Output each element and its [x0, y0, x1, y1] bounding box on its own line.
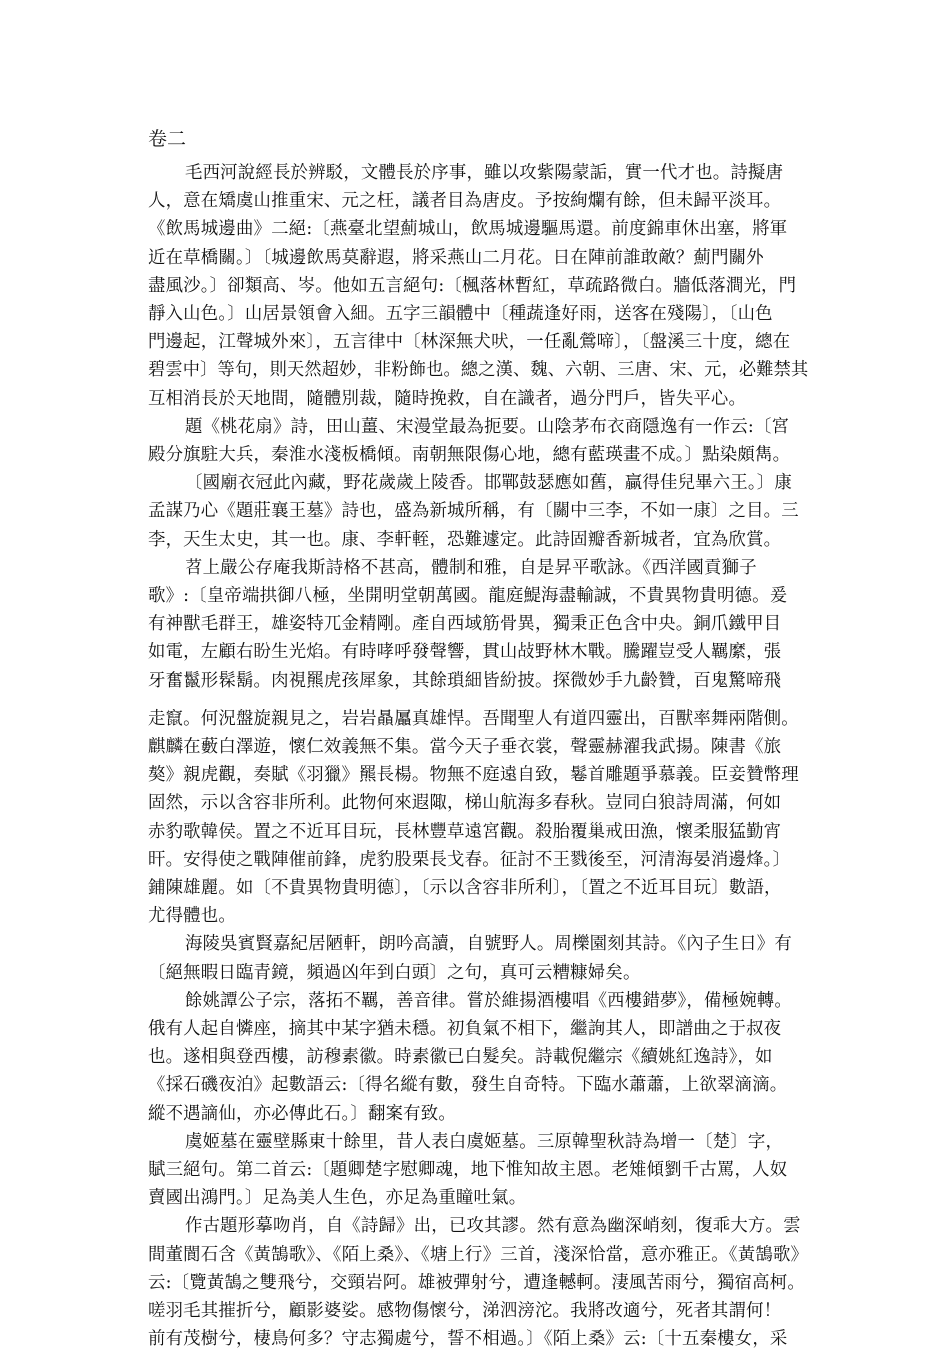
text-line: 孟謀乃心《題莊襄王墓》詩也，盛為新城所稱，有〔關中三李，不如一康〕之目。三: [148, 501, 799, 521]
text-line: 獒》親虎觀，奏賦《羽獵》羆長楊。物無不庭遠自致，鬈首雕題爭慕義。臣妾贊幣理: [148, 765, 799, 785]
text-line: 嗟羽毛其摧折兮，顧影婆娑。感物傷懷兮，涕泗滂沱。我將改適兮，死者其謂何！: [148, 1301, 782, 1321]
text-line: 〔國廟衣冠此內藏，野花歲歲上陵香。邯鄲鼓瑟應如舊，贏得佳兒畢六王。〕康: [185, 473, 792, 493]
text-line: 旰。安得使之戰陣催前鋒，虎豹股栗長戈春。征討不王戮後至，河清海晏消邊烽。〕: [148, 850, 791, 870]
chapter-heading: 卷二: [148, 128, 187, 150]
text-line: 毛西河說經長於辨駁，文體長於序事，雖以攻紫陽蒙詬，實一代才也。詩擬唐: [185, 163, 784, 183]
text-line: 縱不遇謫仙，亦必傳此石。〕翻案有致。: [148, 1104, 456, 1124]
text-line: 《飲馬城邊曲》二絕:〔燕臺北望薊城山，飲馬城邊驅馬還。前度錦車休出塞，將軍: [148, 219, 788, 239]
text-line: 苕上嚴公存庵我斯詩格不甚高，體制和雅，自是昇平歌詠。《西洋國貢獅子: [185, 558, 757, 578]
text-line: 也。遂相與登西樓，訪穆素徽。時素徽已白髮矣。詩載倪繼宗《續姚紅逸詩》，如: [148, 1047, 773, 1067]
text-line: 鋪陳雄麗。如〔不貴異物貴明德〕，〔示以含容非所利〕，〔置之不近耳目玩〕數語，: [148, 878, 782, 898]
text-line: 歌》:〔皇帝端拱御八極，坐開明堂朝萬國。龍庭鯷海盡輸誠，不貴異物貴明德。爰: [148, 586, 788, 606]
text-line: 李，天生太史，其一也。康、李軒輊，恐難遽定。此詩固瓣香新城者，宜為欣賞。: [148, 530, 782, 550]
text-line: 赤豹歌韓侯。置之不近耳目玩，長林豐草遠宮觀。殺胎覆巢戒田漁，懷柔服猛勤宵: [148, 822, 782, 842]
text-line: 間董閬石含《黃鵠歌》、《陌上桑》、《塘上行》三首，淺深恰當，意亦雅正。《黃鵠歌》: [148, 1245, 809, 1265]
text-line: 〔絕無暇日臨青鏡，頻過凶年到白頭〕之句，真可云糟糠婦矣。: [148, 963, 641, 983]
text-line: 云:〔覽黃鵠之雙飛兮，交頸岩阿。雄被彈射兮，遭逢轗軻。淒風苦雨兮，獨宿高柯。: [148, 1273, 805, 1293]
text-line: 碧雲中〕等句，則天然超妙，非粉飾也。總之漢、魏、六朝、三唐、宋、元，必難禁其: [148, 360, 809, 380]
text-line: 牙奮鬣形髹鬍。肉視羆虎孩犀象，其餘瑣細皆紛披。探微妙手九齡贊，百鬼驚啼飛: [148, 671, 782, 691]
text-line: 餘姚譚公子宗，落拓不羈，善音律。嘗於維揚酒樓唱《西樓錯夢》，備極婉轉。: [185, 991, 792, 1011]
text-line: 靜入山色。〕山居景領會入細。五字三韻體中〔種蔬逢好雨，送客在殘陽〕，〔山色: [148, 304, 773, 324]
text-line: 俄有人起自憐座，摘其中某字猶未穩。初負氣不相下，繼詢其人，即譜曲之于叔夜: [148, 1019, 782, 1039]
text-line: 人，意在矯虞山推重宋、元之枉，議者目為唐皮。予按絢爛有餘，但未歸平淡耳。: [148, 191, 782, 211]
text-line: 盡風沙。〕卻類高、岑。他如五言絕句:〔楓落林暫紅，草疏路微白。牆低落澗光，門: [148, 276, 797, 296]
text-line: 前有茂樹兮，棲鳥何多？守志獨處兮，誓不相過。〕《陌上桑》云:〔十五秦樓女，采: [148, 1329, 788, 1349]
text-line: 近在草橋關。〕〔城邊飲馬莫辭遐，將采燕山二月花。日在陣前誰敢敵？薊門關外: [148, 248, 764, 268]
text-line: 如電，左顧右盼生光焰。有時哮呼發聲響，貫山敁野林木戰。騰躍豈受人羈縻，張: [148, 642, 782, 662]
text-line: 賣國出鴻門。〕足為美人生色，亦足為重瞳吐氣。: [148, 1188, 527, 1208]
text-line: 尤得體也。: [148, 906, 236, 926]
text-line: 海陵吳賓賢嘉紀居陋軒，朗吟高讀，自號野人。周櫟園刻其詩。《內子生日》有: [185, 934, 792, 954]
text-line: 《採石磯夜泊》起數語云:〔得名縱有數，發生自奇特。下臨水蕭蕭，上欲翠滴滴。: [148, 1075, 788, 1095]
text-line: 題《桃花扇》詩，田山薑、宋漫堂最為扼要。山陰茅布衣商隱逸有一作云:〔宮: [185, 417, 790, 437]
text-line: 有神獸毛群王，雄姿特兀金精剛。產自西域筋骨異，獨秉正色含中央。銅爪鐵甲目: [148, 614, 782, 634]
text-line: 門邊起，江聲城外來〕，五言律中〔林深無犬吠，一任亂鶯啼〕，〔盤溪三十度，總在: [148, 332, 791, 352]
text-line: 殿分旗駐大兵，秦淮水淺板橋傾。南朝無限傷心地，總有藍瑛畫不成。〕點染頗雋。: [148, 445, 791, 465]
text-line: 虞姬墓在靈壁縣東十餘里，昔人表白虞姬墓。三原韓聖秋詩為增一〔楚〕字，: [185, 1132, 784, 1152]
text-line: 作古題形摹吻肖，自《詩歸》出，已攻其謬。然有意為幽深峭刻，復乖大方。雲: [185, 1216, 801, 1236]
text-line: 互相消長於天地間，隨體別裁，隨時挽救，自在識者，過分門戶，皆失平心。: [148, 389, 747, 409]
text-line: 走竄。何況盤旋親見之，岩岩贔屭真雄悍。吾聞聖人有道四靈出，百獸率舞兩階側。: [148, 709, 799, 729]
text-line: 固然，示以含容非所利。此物何來遐陬，梯山航海多春秋。豈同白狼詩周滿，何如: [148, 793, 782, 813]
text-line: 麒麟在藪白澤遊，懷仁效義無不集。當今天子垂衣裳，聲靈赫濯我武揚。陳書《旅: [148, 737, 782, 757]
text-line: 賦三絕句。第二首云:〔題卿楚字慰卿魂，地下惟知故主恩。老雉傾劉千古罵，人奴: [148, 1160, 788, 1180]
